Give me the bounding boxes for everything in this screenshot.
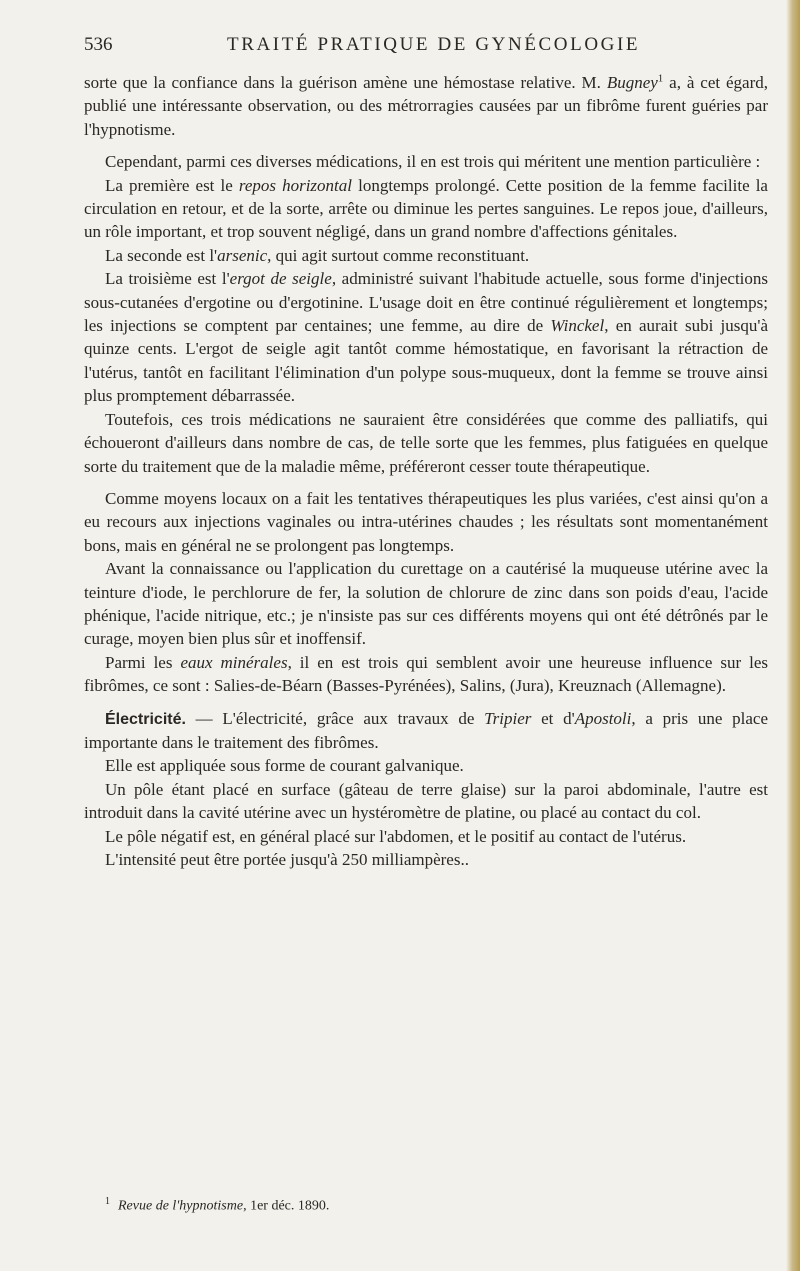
text-run: , qui agit surtout comme reconstituant. <box>267 245 530 265</box>
emphasis: ergot de seigle <box>229 269 332 289</box>
text-run: La première est le <box>105 175 239 195</box>
author-name: Tripier <box>484 708 532 728</box>
running-header <box>84 28 784 62</box>
text-run: longtemps prolongé. Cette position de la femme facilite la circulation en retour, et de la sorte, arrête ou diminue les pertes sanguines. Le repos joue, d'ailleurs, un rôle important, et trop souvent négligé, dans un grand nombre d'affections génitales. <box>84 175 768 242</box>
text-run: , administré suivant l'habitude actuelle, sous forme d'injections sous-cutanées d'ergotine ou d'ergotinine. L'usage doit en être continué régulièrement et longtemps; les injections se comptent par centaines; une femme, au dire de <box>84 269 769 336</box>
text-run: , a pris une place importante dans le traitement des fibrômes. <box>84 708 768 752</box>
author-name: Bugney <box>606 73 658 92</box>
footnote <box>105 1196 329 1215</box>
paragraph-11: Elle est appliquée sous forme de courant galvanique. <box>105 756 464 776</box>
emphasis: eaux minérales <box>180 652 288 672</box>
text-run: et d' <box>531 708 575 728</box>
page-number: 536 <box>84 34 113 55</box>
footnote-reference: 1 <box>657 72 664 85</box>
paragraph-3 <box>84 174 768 244</box>
text-run: La troisième est l' <box>105 269 230 289</box>
paragraph-14: L'intensité peut être portée jusqu'à 250 milliampères.. <box>105 850 469 869</box>
running-title: TRAITÉ PRATIQUE DE GYNÉCOLOGIE <box>227 34 641 55</box>
footnote-source: Revue de l'hypnotisme <box>118 1198 244 1214</box>
paragraph-6: Toutefois, ces trois médications ne sauraient être considérées que comme des palliatifs, qui échoueront d'ailleurs dans nombre de cas, de telle sorte que les femmes, plus fatiguées en quelque sorte du traitement que de la maladie même, préféreront cesser toute thérapeutique. <box>84 409 768 476</box>
paragraph-9 <box>84 651 768 698</box>
paragraph-1 <box>84 71 768 141</box>
paragraph-8: Avant la connaissance ou l'application du curettage on a cautérisé la muqueuse utérine avec la teinture d'iode, le perchlorure de fer, la solution de chlorure de zinc dans son poids d'eau, l'acide phénique, l'acide nitrique, etc.; je n'insiste pas sur ces différents moyens qui ont été détrônés par le curage, moyen bien plus sûr et inoffensif. <box>84 559 768 649</box>
text-run: La seconde est l' <box>105 245 218 265</box>
paragraph-13: Le pôle négatif est, en général placé sur l'abdomen, et le positif au contact de l'utérus. <box>105 826 687 846</box>
emphasis: repos horizontal <box>238 175 352 195</box>
paragraph-10 <box>84 707 768 755</box>
author-name: Apostoli <box>574 708 632 728</box>
paragraph-5 <box>84 267 768 407</box>
footnote-date: , 1er déc. 1890. <box>243 1198 330 1214</box>
paragraph-7: Comme moyens locaux on a fait les tentatives thérapeutiques les plus variées, c'est ainsi qu'on a eu recours aux injections vaginales ou intra-utérines chaudes ; les résultats sont momentanément bons, mais en général ne se prolongent pas longtemps. <box>84 488 768 555</box>
emphasis: arsenic <box>217 245 268 265</box>
text-run: a, à cet égard, publié une intéressante observation, ou des métrorragies causées par un fibrôme furent guéries par l'hypnotisme. <box>84 73 768 139</box>
text-run: Parmi les <box>105 652 181 672</box>
paragraph-12: Un pôle étant placé en surface (gâteau de terre glaise) sur la paroi abdominale, l'autre est introduit dans la cavité utérine avec un hystéromètre de platine, ou placé au contact du col. <box>84 779 768 823</box>
text-run: , en aurait subi jusqu'à quinze cents. L'ergot de seigle agit tantôt comme hémostatique, en favorisant la rétraction de l'utérus, tantôt en facilitant l'élimination d'un polype sous-muqueux, dont la femme se trouve ainsi plus promptement débarrassée. <box>84 316 768 406</box>
paragraph-2: Cependant, parmi ces diverses médications, il en est trois qui méritent une mention particulière : <box>105 152 761 172</box>
paragraph-4 <box>84 244 768 267</box>
text-run: sorte que la confiance dans la guérison amène une hémostase relative. M. <box>84 73 607 92</box>
page-edge <box>786 0 800 1271</box>
footnote-mark: 1 <box>105 1196 110 1207</box>
text-run: — L'électricité, grâce aux travaux de <box>185 708 485 728</box>
body-text <box>84 71 768 871</box>
author-name: Winckel <box>550 316 605 336</box>
text-run: , il en est trois qui semblent avoir une heureuse influence sur les fibrômes, ce sont : Salies-de-Béarn (Basses-Pyrénées), Salins, (Jura), Kreuznach (Allemagne). <box>84 652 769 696</box>
section-heading: Électricité. <box>105 710 186 728</box>
